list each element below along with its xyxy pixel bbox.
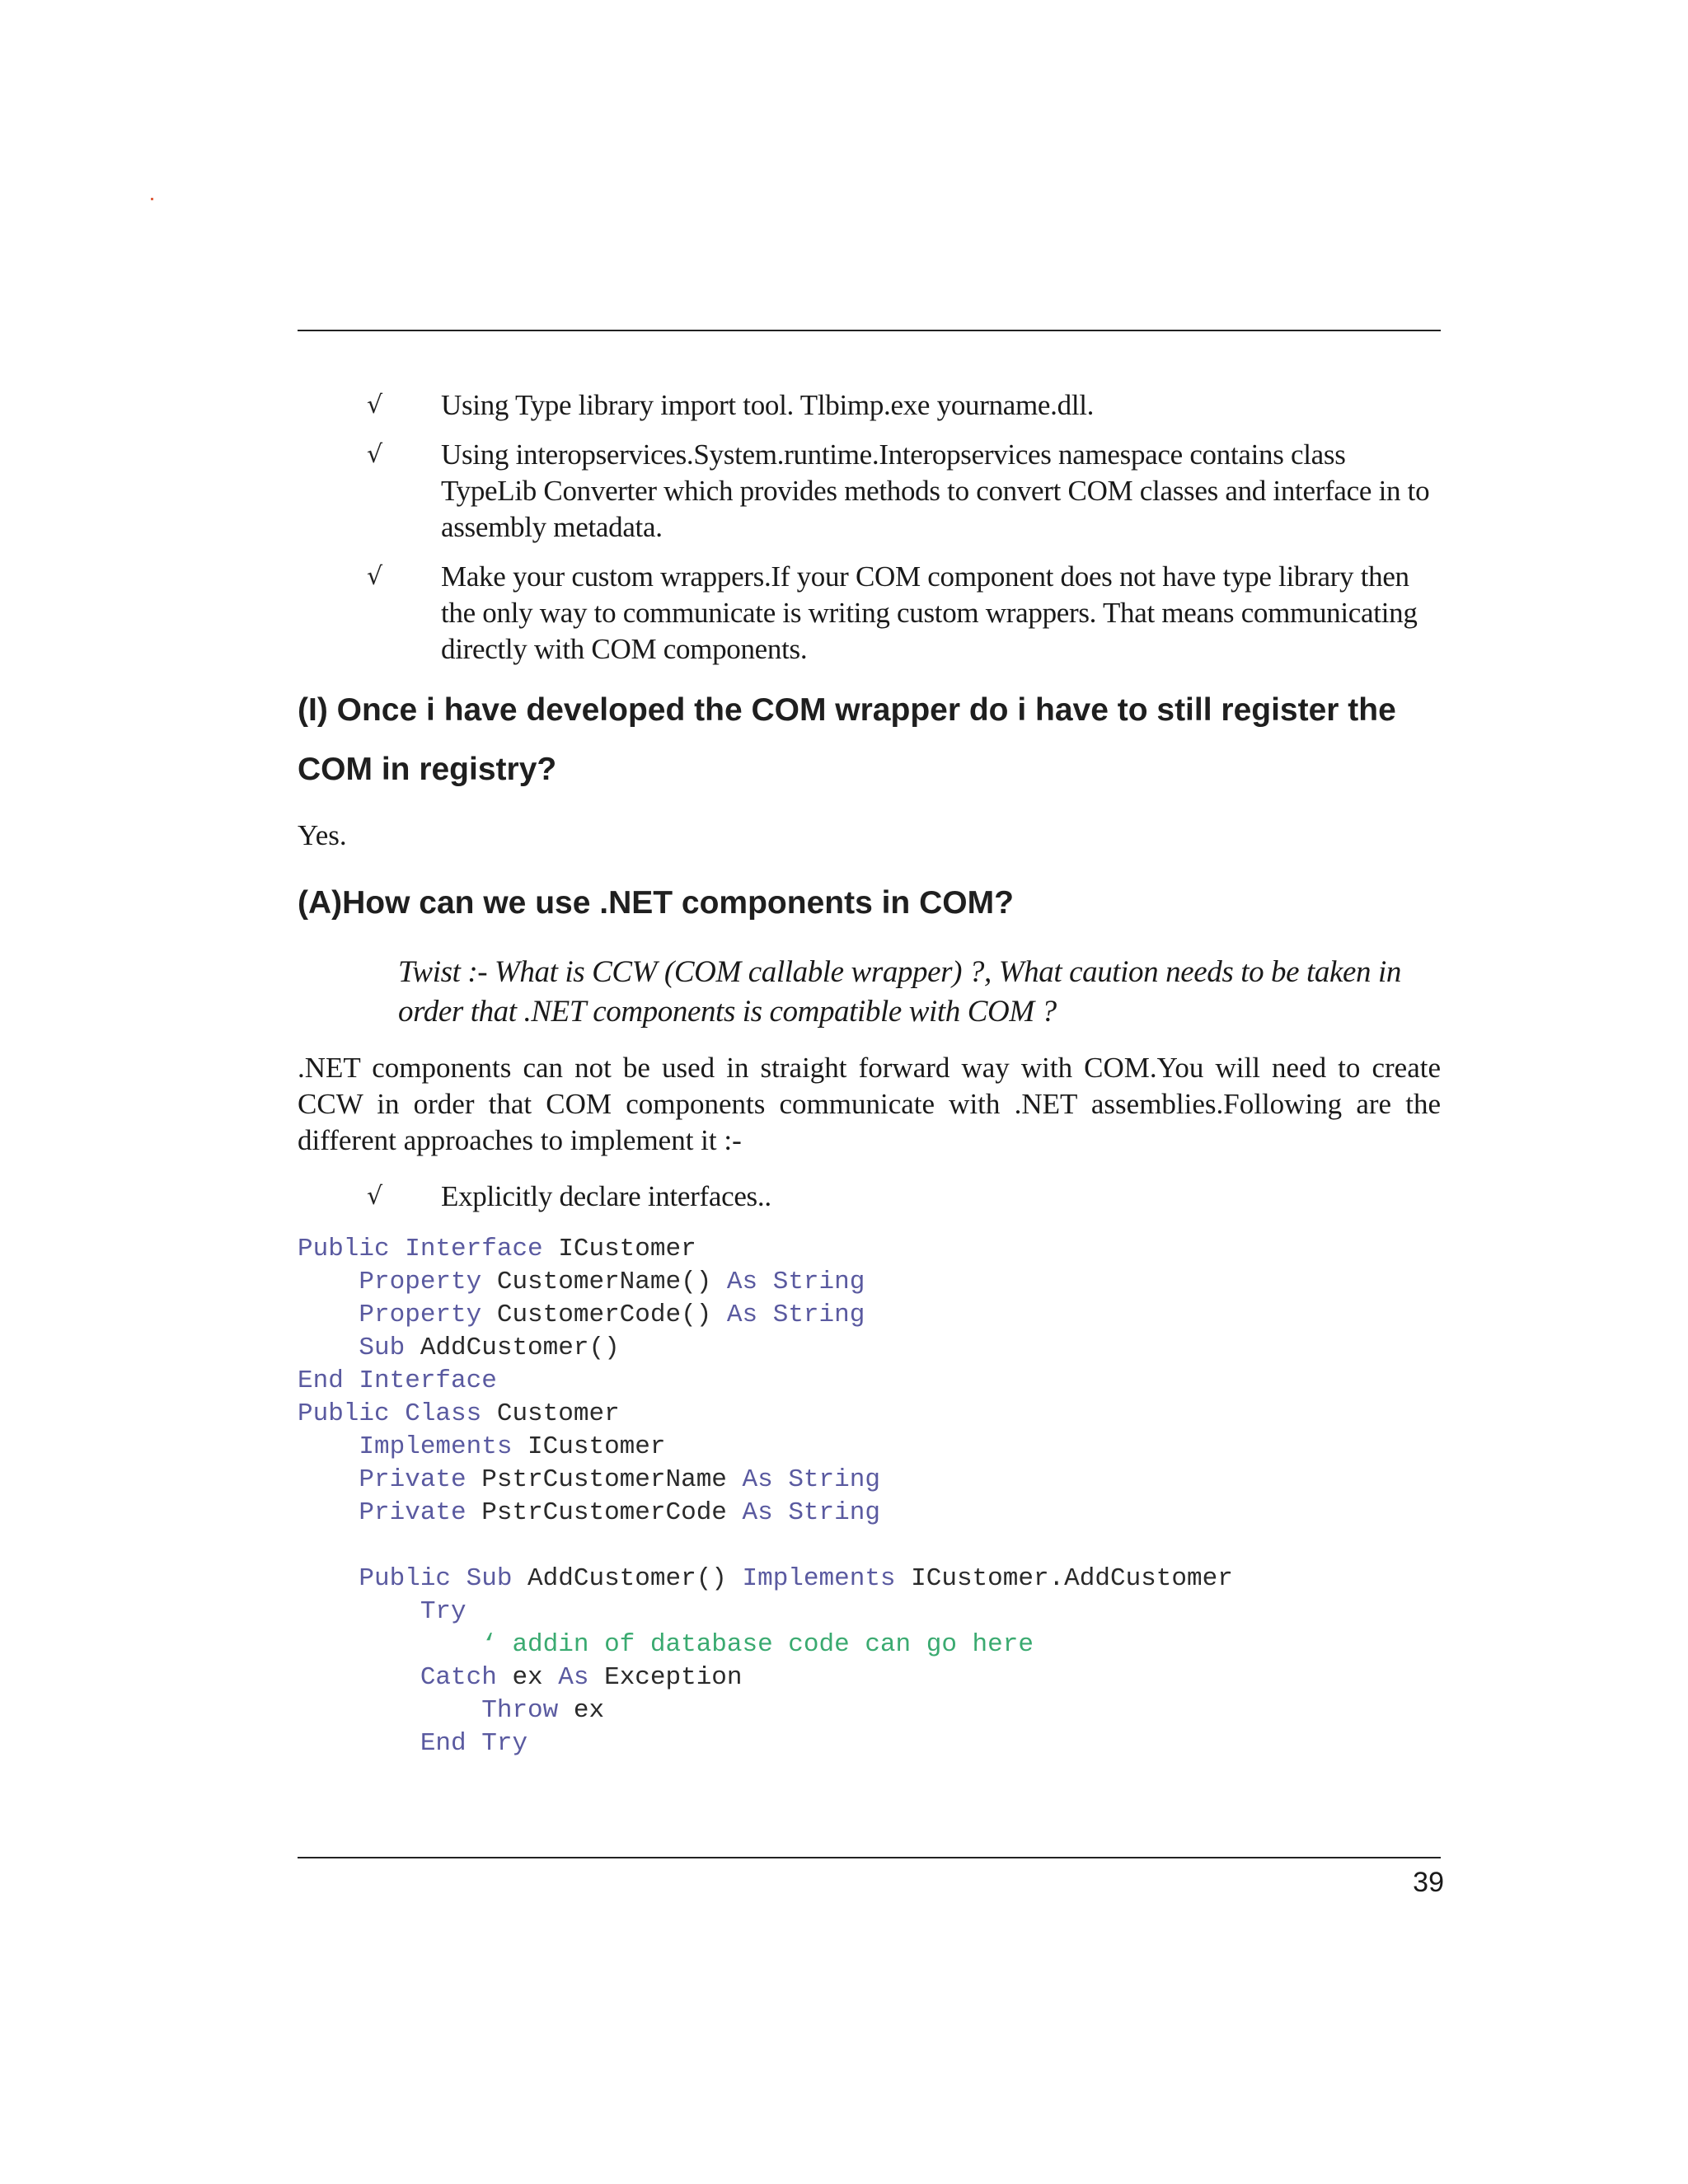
code-text: ICustomer bbox=[542, 1235, 696, 1263]
code-block bbox=[298, 1233, 1441, 1760]
code-keyword: Try bbox=[420, 1597, 467, 1626]
code-line bbox=[298, 1233, 1441, 1266]
code-text bbox=[298, 1268, 359, 1296]
body-paragraph: .NET components can not be used in straight forward way with COM.You will need to create CCW in order that COM components communicate with .NET assemblies.Following are the different approaches to implement it :- bbox=[298, 1052, 1441, 1156]
code-line bbox=[298, 1727, 1441, 1760]
bullet-text: Using Type library import tool. Tlbimp.exe yourname.dll. bbox=[441, 389, 1095, 421]
check-mark-icon: √ bbox=[367, 1182, 383, 1211]
code-text: ex bbox=[496, 1663, 559, 1692]
code-keyword: Private bbox=[359, 1498, 467, 1527]
bullet-text: Explicitly declare interfaces.. bbox=[441, 1180, 771, 1212]
code-keyword: Implements bbox=[742, 1564, 896, 1593]
header-rule bbox=[298, 330, 1441, 331]
code-text: PstrCustomerCode bbox=[466, 1498, 743, 1527]
code-text: AddCustomer() bbox=[405, 1333, 620, 1362]
margin-mark bbox=[151, 198, 153, 200]
code-line bbox=[298, 1661, 1441, 1694]
bullet-text: Make your custom wrappers.If your COM component does not have type library then the only way to communicate is writing custom wrappers. That means communicating directly with COM components. bbox=[441, 560, 1418, 665]
code-keyword: Throw bbox=[481, 1696, 559, 1725]
code-text: Customer bbox=[481, 1399, 620, 1428]
page-content bbox=[298, 387, 1441, 1760]
bullet-item bbox=[298, 387, 1441, 424]
twist-text: Twist :- What is CCW (COM callable wrapper) ?, What caution needs to be taken in order that .NET components is compatible with COM ? bbox=[398, 955, 1401, 1029]
check-mark-icon: √ bbox=[367, 391, 383, 419]
code-text bbox=[298, 1333, 359, 1362]
code-text: ICustomer.AddCustomer bbox=[895, 1564, 1233, 1593]
code-keyword: Property bbox=[359, 1301, 482, 1329]
bullet-text: Using interopservices.System.runtime.Interopservices namespace contains class TypeLib Converter which provides methods to convert COM classes and interface in to assembly metadata. bbox=[441, 438, 1430, 543]
code-keyword: End Try bbox=[420, 1729, 528, 1758]
code-comment: ‘ addin of database code can go here bbox=[481, 1630, 1034, 1659]
check-mark-icon: √ bbox=[367, 562, 383, 591]
code-line bbox=[298, 1365, 1441, 1398]
code-text bbox=[298, 1432, 359, 1461]
bullet-item bbox=[298, 1179, 1441, 1215]
code-text: Exception bbox=[588, 1663, 743, 1692]
code-text bbox=[298, 1663, 420, 1692]
question-heading-net-in-com: (A)How can we use .NET components in COM? bbox=[298, 885, 1014, 921]
code-keyword: Public Interface bbox=[298, 1235, 543, 1263]
code-line bbox=[298, 1530, 1441, 1563]
code-line bbox=[298, 1266, 1441, 1299]
code-text: PstrCustomerName bbox=[466, 1465, 743, 1494]
code-keyword: As String bbox=[742, 1465, 880, 1494]
code-line bbox=[298, 1694, 1441, 1727]
code-text: ICustomer bbox=[512, 1432, 666, 1461]
code-text bbox=[298, 1630, 481, 1659]
bullet-item bbox=[298, 437, 1441, 546]
code-line bbox=[298, 1596, 1441, 1629]
code-text bbox=[298, 1301, 359, 1329]
code-keyword: Sub bbox=[359, 1333, 406, 1362]
code-line bbox=[298, 1299, 1441, 1332]
code-keyword: As bbox=[558, 1663, 589, 1692]
code-text bbox=[298, 1729, 420, 1758]
code-text: AddCustomer() bbox=[512, 1564, 743, 1593]
code-keyword: As String bbox=[742, 1498, 880, 1527]
code-keyword: Property bbox=[359, 1268, 482, 1296]
code-line bbox=[298, 1431, 1441, 1464]
footer-rule bbox=[298, 1857, 1441, 1858]
code-text bbox=[298, 1498, 359, 1527]
code-text bbox=[298, 1465, 359, 1494]
code-line bbox=[298, 1332, 1441, 1365]
code-keyword: As String bbox=[726, 1268, 865, 1296]
code-text bbox=[298, 1597, 420, 1626]
code-keyword: Private bbox=[359, 1465, 467, 1494]
code-text: CustomerCode() bbox=[481, 1301, 727, 1329]
code-text bbox=[298, 1696, 481, 1725]
code-keyword: Catch bbox=[420, 1663, 497, 1692]
code-text: CustomerName() bbox=[481, 1268, 727, 1296]
answer-text: Yes. bbox=[298, 819, 347, 851]
code-line bbox=[298, 1629, 1441, 1661]
check-mark-icon: √ bbox=[367, 440, 383, 469]
code-keyword: Implements bbox=[359, 1432, 513, 1461]
code-keyword: Public Sub bbox=[359, 1564, 513, 1593]
code-keyword: Public Class bbox=[298, 1399, 482, 1428]
bullet-item bbox=[298, 559, 1441, 668]
code-text bbox=[298, 1564, 359, 1593]
code-line bbox=[298, 1398, 1441, 1431]
page-number: 39 bbox=[1413, 1867, 1444, 1898]
code-line bbox=[298, 1464, 1441, 1497]
code-text: ex bbox=[558, 1696, 605, 1725]
question-heading-registry: (I) Once i have developed the COM wrapper do i have to still register the COM in registry? bbox=[298, 692, 1396, 787]
code-line bbox=[298, 1563, 1441, 1596]
code-line bbox=[298, 1497, 1441, 1530]
code-keyword: As String bbox=[726, 1301, 865, 1329]
code-keyword: End Interface bbox=[298, 1366, 497, 1395]
